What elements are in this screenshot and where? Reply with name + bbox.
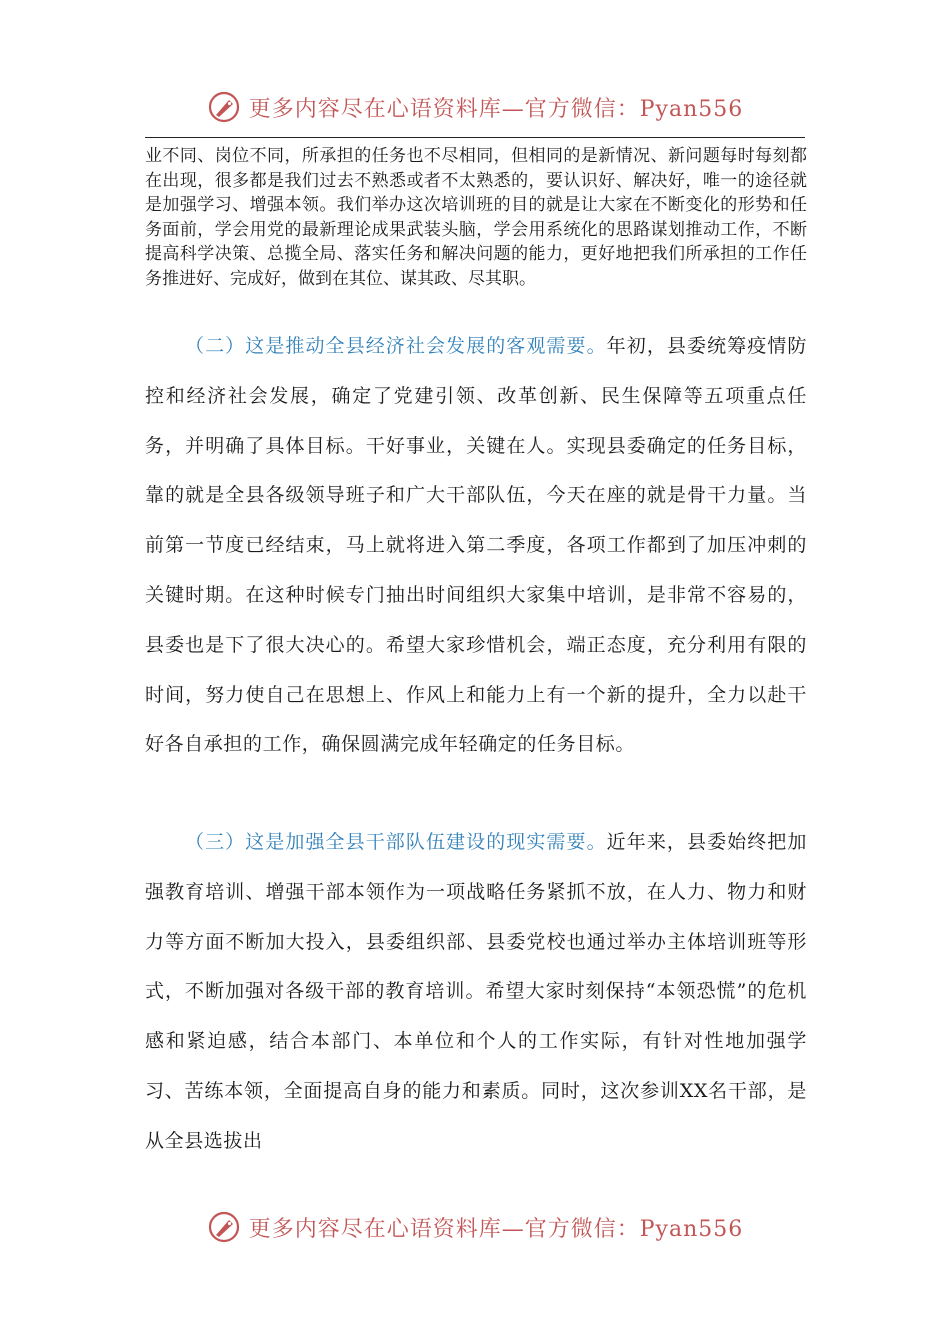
intro-paragraph: 业不同、岗位不同，所承担的任务也不尽相同，但相同的是新情况、新问题每时每刻都在出现，很多都是我们过去不熟悉或者不太熟悉的，要认识好、解决好，唯一的途径就是加强学习、增强本领。我们举办这次培训班的目的就是让大家在不断变化的形势和任务面前，学会用党的最新理论成果武装头脑，学会用系统化的思路谋划推动工作，不断提高科学决策、总揽全局、落实任务和解决问题的能力，更好地把我们所承担的工作任务推进好、完成好，做到在其位、谋其政、尽其职。 [145,146,807,289]
section-3-paragraph [145,818,807,1167]
section-2-heading: （二）这是推动全县经济社会发展的客观需要。 [185,335,607,357]
watermark-text: 更多内容尽在心语资料库—官方微信：Pyan556 [248,96,744,122]
pen-nib-logo-icon [207,1210,241,1244]
section-2-body: 年初，县委统筹疫情防控和经济社会发展，确定了党建引领、改革创新、民生保障等五项重点任务，并明确了具体目标。干好事业，关键在人。实现县委确定的任务目标，靠的就是全县各级领导班子和广大干部队伍，今天在座的就是骨干力量。当前第一节度已经结束，马上就将进入第二季度，各项工作都到了加压冲刺的关键时期。在这种时候专门抽出时间组织大家集中培训，是非常不容易的，县委也是下了很大决心的。希望大家珍惜机会，端正态度，充分利用有限的时间，努力使自己在思想上、作风上和能力上有一个新的提升，全力以赴干好各自承担的工作，确保圆满完成年轻确定的任务目标。 [145,335,807,756]
watermark-text: 更多内容尽在心语资料库—官方微信：Pyan556 [248,1216,744,1242]
header-divider [145,137,805,138]
section-3-heading: （三）这是加强全县干部队伍建设的现实需要。 [185,831,607,853]
footer-watermark [0,1210,950,1244]
section-3-body: 近年来，县委始终把加强教育培训、增强干部本领作为一项战略任务紧抓不放，在人力、物力和财力等方面不断加大投入，县委组织部、县委党校也通过举办主体培训班等形式，不断加强对各级干部的教育培训。希望大家时刻保持“本领恐慌”的危机感和紧迫感，结合本部门、本单位和个人的工作实际，有针对性地加强学习、苦练本领，全面提高自身的能力和素质。同时，这次参训XX名干部，是从全县选拔出 [145,831,807,1152]
section-2-paragraph [145,322,807,770]
header-watermark [0,90,950,124]
pen-nib-logo-icon [207,90,241,124]
